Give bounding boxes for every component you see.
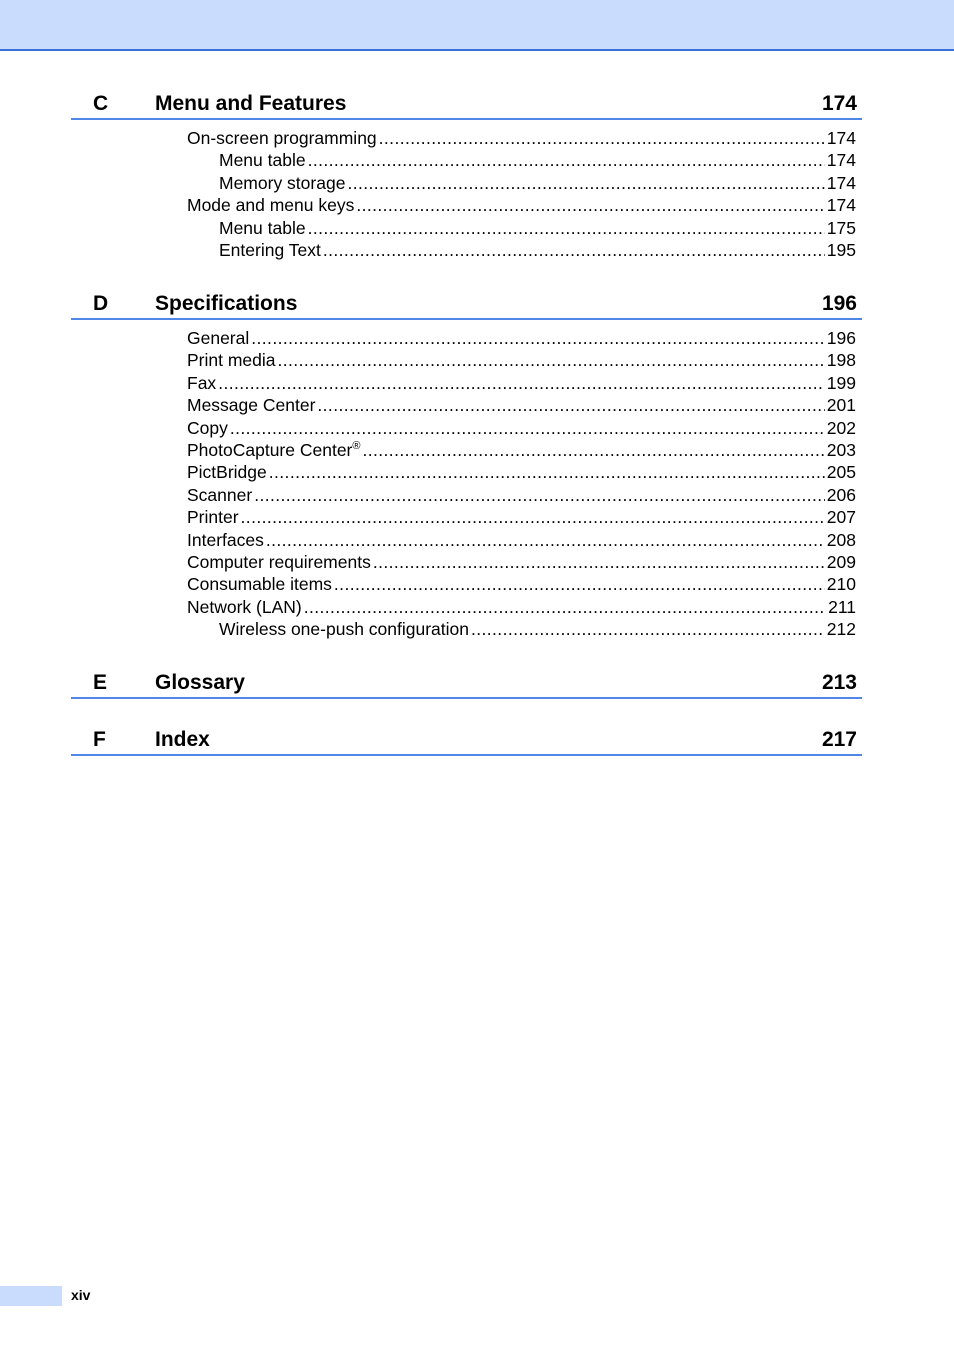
toc-entry-label: Menu table	[219, 217, 306, 238]
footer-band	[0, 1286, 62, 1306]
toc-entry-page: 174	[826, 195, 856, 216]
dot-leader	[266, 529, 825, 551]
toc-entry[interactable]	[219, 618, 856, 640]
toc-entry-label: Print media	[187, 350, 276, 371]
chapter-c	[71, 88, 862, 261]
toc-entry-label: Menu table	[219, 150, 306, 171]
toc-entry[interactable]	[187, 127, 856, 149]
chapter-entries	[71, 127, 862, 261]
toc-entry-label: Computer requirements	[187, 551, 371, 572]
toc-entry-label: Memory storage	[219, 172, 346, 193]
toc-entry[interactable]	[187, 194, 856, 216]
toc-entry-page: 198	[826, 350, 856, 371]
chapter-page: 213	[821, 671, 857, 694]
chapter-page: 174	[821, 92, 857, 115]
chapter-heading[interactable]	[71, 88, 862, 120]
toc-entry-page: 210	[826, 574, 856, 595]
toc-entry-page: 174	[826, 150, 856, 171]
chapter-letter: C	[93, 92, 109, 115]
dot-leader	[269, 461, 825, 483]
toc-entry-label: PictBridge	[187, 462, 267, 483]
toc-entry-label: General	[187, 328, 250, 348]
toc-entry[interactable]	[187, 484, 856, 506]
registered-mark: ®	[352, 440, 361, 453]
dot-leader	[373, 551, 825, 573]
toc-entry[interactable]	[187, 506, 856, 528]
toc-entry-page: 212	[826, 619, 856, 640]
toc-entry-page: 209	[826, 551, 856, 572]
toc-entry[interactable]	[187, 551, 856, 573]
toc-entry[interactable]	[187, 529, 856, 551]
footer-page-number: xiv	[71, 1287, 91, 1303]
toc-entry-page: 174	[826, 172, 856, 193]
toc-entry-page: 174	[826, 128, 856, 148]
dot-leader	[308, 217, 825, 239]
toc-entry-label: On-screen programming	[187, 128, 377, 148]
toc-entry-label: Interfaces	[187, 529, 264, 550]
toc-entry-label: Printer	[187, 507, 239, 528]
dot-leader	[254, 484, 825, 506]
toc-entry-label: Message Center	[187, 395, 316, 416]
chapter-letter: E	[93, 671, 108, 694]
toc-entry-label-text: PhotoCapture Center	[187, 439, 353, 460]
toc-entry[interactable]	[219, 149, 856, 171]
toc-entry[interactable]	[187, 349, 856, 371]
header-band	[0, 0, 954, 51]
toc-entry-page: 195	[826, 239, 856, 260]
chapter-letter: F	[93, 728, 106, 751]
toc-entry-page: 211	[828, 596, 856, 617]
toc-entry-label	[187, 439, 361, 461]
dot-leader	[356, 194, 824, 216]
dot-leader	[308, 149, 825, 171]
chapter-title: Index	[155, 728, 210, 751]
dot-leader	[230, 417, 825, 439]
toc-entry-page: 199	[826, 372, 856, 393]
toc-entry[interactable]	[219, 239, 856, 261]
dot-leader	[278, 349, 825, 371]
toc-entry-label: Network (LAN)	[187, 596, 302, 617]
toc-entry-label: Consumable items	[187, 574, 332, 595]
toc-entry-label: Copy	[187, 417, 228, 438]
dot-leader	[304, 596, 826, 618]
toc-entry-page: 196	[826, 328, 856, 348]
chapter-page: 217	[821, 728, 857, 751]
toc-entry-label: Wireless one-push configuration	[219, 619, 469, 640]
toc-entry[interactable]	[187, 573, 856, 595]
toc-entry-page: 175	[826, 217, 856, 238]
chapter-title: Glossary	[155, 671, 245, 694]
toc-entry-label: Entering Text	[219, 239, 321, 260]
chapter-heading[interactable]	[71, 667, 862, 699]
toc-entry[interactable]	[187, 394, 856, 416]
chapter-heading[interactable]	[71, 724, 862, 756]
toc-entry-page: 201	[826, 395, 856, 416]
dot-leader	[317, 394, 824, 416]
chapter-d	[71, 288, 862, 640]
toc-entry[interactable]	[187, 417, 856, 439]
toc-entry-page: 206	[826, 484, 856, 505]
dot-leader	[363, 439, 825, 461]
toc-entry-page: 202	[826, 417, 856, 438]
toc-entry-page: 203	[826, 439, 856, 460]
toc-entry-page: 207	[826, 507, 856, 528]
dot-leader	[251, 327, 825, 349]
dot-leader	[323, 239, 825, 261]
dot-leader	[347, 172, 824, 194]
toc-entry-page: 205	[826, 462, 856, 483]
dot-leader	[334, 573, 825, 595]
chapter-e	[71, 667, 862, 699]
dot-leader	[471, 618, 825, 640]
toc-entry-label: Fax	[187, 372, 217, 393]
toc-entry[interactable]	[187, 596, 856, 618]
toc-entry-page: 208	[826, 529, 856, 550]
toc-entry[interactable]	[219, 172, 856, 194]
chapter-title: Menu and Features	[155, 92, 347, 115]
chapter-heading[interactable]	[71, 288, 862, 320]
chapter-letter: D	[93, 292, 109, 315]
toc-entry[interactable]	[187, 327, 856, 349]
toc-entry[interactable]	[187, 372, 856, 394]
dot-leader	[241, 506, 825, 528]
toc-entry[interactable]	[187, 439, 856, 461]
toc-entry-label: Mode and menu keys	[187, 195, 355, 216]
chapter-title: Specifications	[155, 292, 298, 315]
dot-leader	[379, 127, 825, 149]
chapter-page: 196	[821, 292, 857, 315]
toc-entry[interactable]	[187, 461, 856, 483]
chapter-f	[71, 724, 862, 756]
toc-entry-label: Scanner	[187, 484, 253, 505]
toc-entry[interactable]	[219, 217, 856, 239]
dot-leader	[218, 372, 825, 394]
chapter-entries	[71, 327, 862, 640]
